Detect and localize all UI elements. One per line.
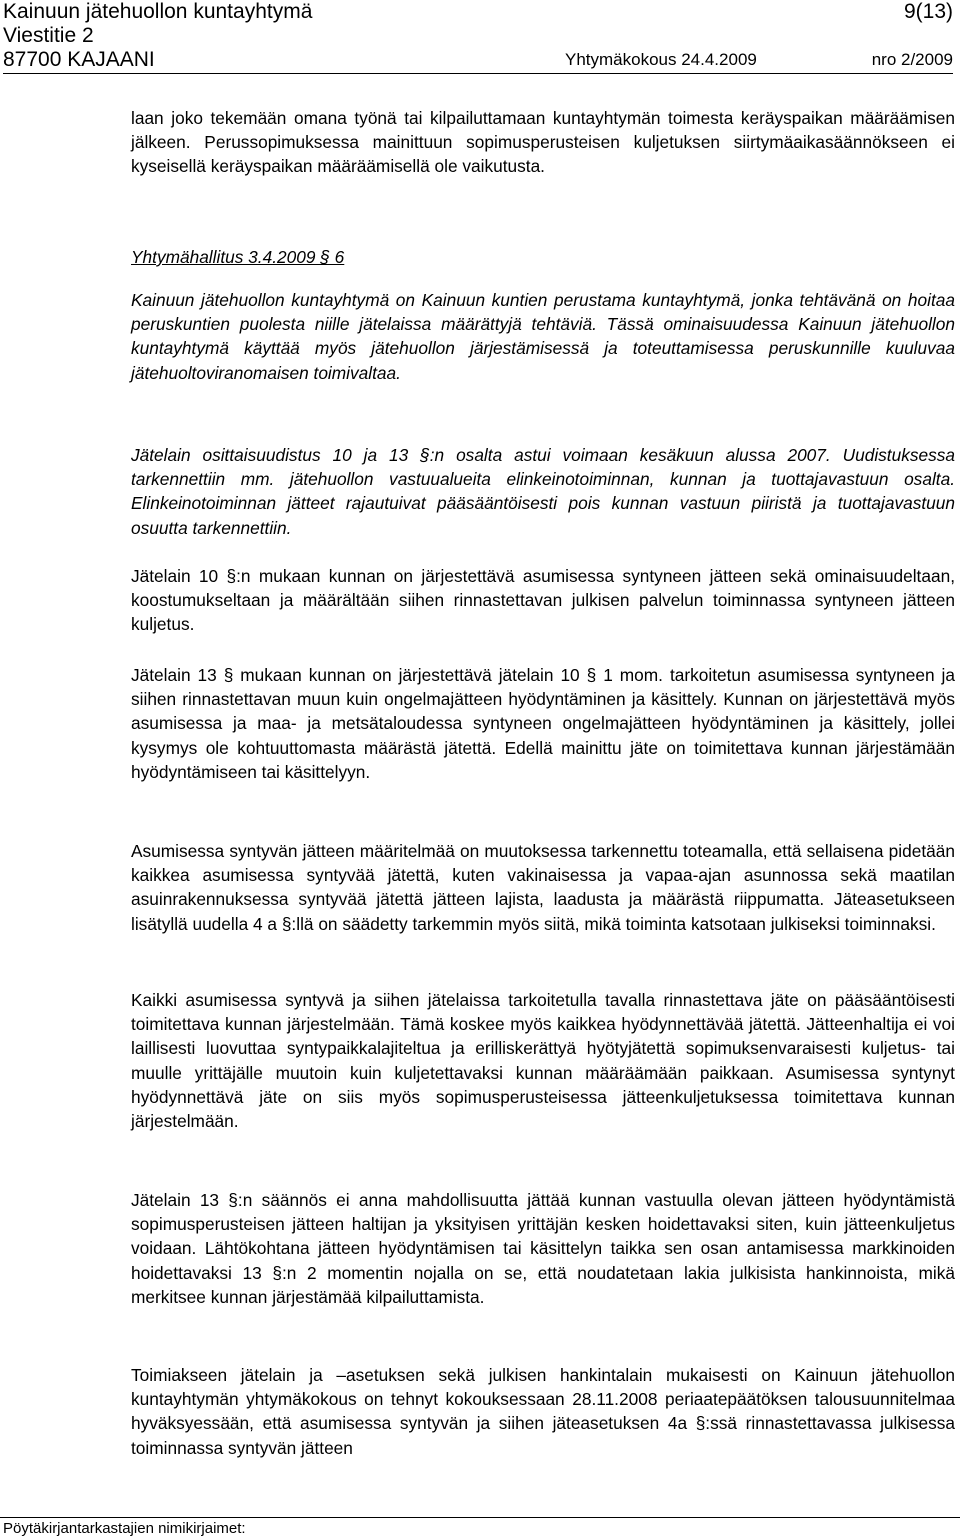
intro-paragraph: laan joko tekemään omana työnä tai kilpailuttamaan kuntayhtymän toimesta keräyspaikan määräämisen jälkeen. Perussopimuksessa mainittuun sopimusperusteisen kuljetuksen siirtymäaikasäännökseen ei kyseisellä keräyspaikan määräämisellä ole vaikutusta. xyxy=(131,108,955,177)
signature-label: Pöytäkirjantarkastajien nimikirjaimet: xyxy=(3,1520,246,1537)
paragraph-4: Jätelain 13 § mukaan kunnan on järjestettävä jätelain 10 § 1 mom. tarkoitetun asumisessa syntyneen ja siihen rinnastettavan muun kuin ongelmajätteen hyödyntäminen ja käsittely. Kunnan on järjestettävä myös asumisessa ja maa- ja metsätaloudessa syntyneen ongelmajätteen hyödyntäminen ja käsittely, jollei kysymys ole kohtuuttomasta määrästä jätettä. Edellä mainittu jäte on toimitettava kunnan järjestämään hyödyntämiseen tai käsittelyyn. xyxy=(131,665,955,782)
page-number: 9(13) xyxy=(903,0,953,23)
paragraph-8: Toimiakseen jätelain ja –asetuksen sekä julkisen hankintalain mukaisesti on Kainuun jätehuollon kuntayhtymän yhtymäkokous on tehnyt kokouksessaan 28.11.2008 periaatepäätöksen talousuunnitelmaa hyväksyessään, että asumisessa syntyvän ja siihen jäteasetuksen 4a §:ssä rinnastettavassa julkisessa toiminnassa syntyvän jätteen xyxy=(131,1365,955,1458)
document-header xyxy=(3,0,953,24)
paragraph-2: Jätelain osittaisuudistus 10 ja 13 §:n osalta astui voimaan kesäkuun alussa 2007. Uudistuksessa tarkennettiin mm. jätehuollon vastuualueita elinkeinotoiminnan, kunnan ja tuottajavastuun osalta. Elinkeinotoiminnan jätteet rajautuivat pääsääntöisesti pois kunnan vastuun piiristä ja tuottajavastuun osuutta tarkennettiin. xyxy=(131,445,955,538)
meeting-label: Yhtymäkokous 24.4.2009 xyxy=(565,50,757,69)
document-footer xyxy=(0,1517,960,1537)
street-address: Viestitie 2 xyxy=(3,24,94,47)
postal-address: 87700 KAJAANI xyxy=(3,48,155,71)
paragraph-1: Kainuun jätehuollon kuntayhtymä on Kainuun kuntien perustama kuntayhtymä, jonka tehtävänä on hoitaa peruskuntien puolesta niille jätelaissa määrättyjä tehtäviä. Tässä ominaisuudessa Kainuun jätehuollon kuntayhtymä käyttää myös jätehuollon järjestämisessä ja toteuttamisessa peruskunnille kuuluvaa jätehuoltoviranomaisen toimivaltaa. xyxy=(131,290,955,383)
paragraph-3: Jätelain 10 §:n mukaan kunnan on järjestettävä asumisessa syntyneen jätteen sekä ominaisuudeltaan, koostumukseltaan ja määrältään siihen rinnastettavan julkisen palvelun toiminnassa syntyneen jätteen kuljetus. xyxy=(131,566,955,635)
organization-name: Kainuun jätehuollon kuntayhtymä xyxy=(3,0,313,23)
header-info-row xyxy=(3,48,953,74)
paragraph-7: Jätelain 13 §:n säännös ei anna mahdollisuutta jättää kunnan vastuulla olevan jätteen hyödyntämistä sopimusperusteisen jätteen haltijan ja yksityisen yrittäjän kesken hoidettavaksi siten, kuin jätteenkuljetus voidaan. Lähtökohtana jätteen hyödyntämisen tai käsittelyn taikka sen osan antamisessa markkinoiden hoidettavaksi 13 §:n 2 momentin nojalla on se, että noudatetaan lakia julkisista hankinnoista, mikä merkitsee kunnan järjestämää kilpailuttamista. xyxy=(131,1190,955,1307)
paragraph-5: Asumisessa syntyvän jätteen määritelmää on muutoksessa tarkennettu toteamalla, että sellaisena pidetään kaikkea asumisessa syntyvää jätettä, kuten vakinaisessa ja vapaa-ajan asunnossa sekä maatilan asuinrakennuksessa syntyvää jätettä jätteen lajista, laadusta ja määrästä riippumatta. Jäteasetukseen lisätyllä uudella 4 a §:llä on säädetty tarkemmin myös siitä, mikä toiminta katsotaan julkiseksi toiminnaksi. xyxy=(131,841,955,934)
minutes-number: nro 2/2009 xyxy=(871,50,953,69)
board-meeting-heading: Yhtymähallitus 3.4.2009 § 6 xyxy=(131,247,345,267)
paragraph-6: Kaikki asumisessa syntyvä ja siihen jätelaissa tarkoitetulla tavalla rinnastettava jäte on pääsääntöisesti toimitettava kunnan järjestelmään. Tämä koskee myös kaikkea hyödynnettävää jätettä. Jätteenhaltija ei voi laillisesti luovuttaa syntypaikkalajiteltua ja erilliskerättyä hyötyjätettä sopimuksenvaraisesti kuljetus- tai muulle yrittäjälle muutoin kuin kuljetettavaksi kunnan määräämään paikkaan. Asumisessa syntynyt hyödynnettävä jäte on siis myös sopimusperusteisessa jätteenkuljetuksessa toimitettava kunnan järjestelmään. xyxy=(131,990,955,1132)
